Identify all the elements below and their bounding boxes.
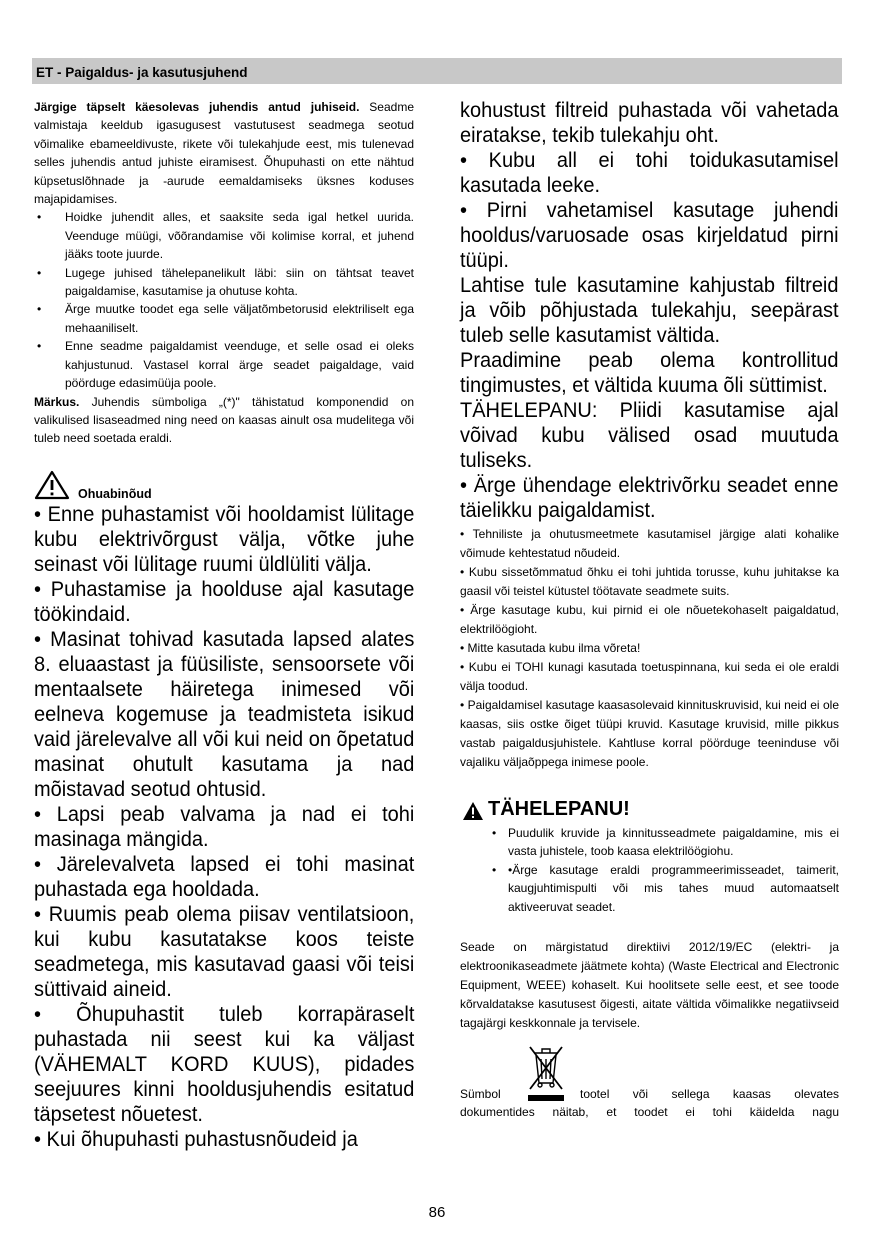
attention-heading xyxy=(460,798,839,824)
page-number: 86 xyxy=(428,1204,446,1221)
header-title: ET - Paigaldus- ja kasutusjuhend xyxy=(36,65,248,80)
safety-paragraph: TÄHELEPANU: Pliidi kasutamise ajal võivad kubu välised osad muutuda tuliseks. xyxy=(460,398,839,472)
list-item: • Puudulik kruvide ja kinnitusseadmete paigaldamine, mis ei vasta juhistele, toob kaasa elektrilöögiohu. xyxy=(490,824,839,861)
safety-paragraph: • Kui õhupuhasti puhastusnõudeid ja xyxy=(34,1126,358,1151)
safety-paragraph: Praadimine peab olema kontrollitud tingimustes, et vältida kuuma õli süttimist. xyxy=(460,348,839,397)
safety-paragraph: • Pirni vahetamisel kasutage juhendi hooldus/varuosade osas kirjeldatud pirni tüüpi. xyxy=(460,198,839,272)
right-column xyxy=(460,98,839,1120)
safety-note: • Kubu ei TOHI kunagi kasutada toetuspinnana, kui seda ei ole eraldi välja toodud. xyxy=(460,660,839,693)
safety-note: • Tehniliste ja ohutusmeetmete kasutamisel järgige alati kohalike võimude kehtestatud nõudeid. xyxy=(460,527,839,560)
intro-bold: Järgige täpselt käesolevas juhendis antud juhiseid. xyxy=(34,100,360,114)
intro-bullets xyxy=(34,208,414,392)
safety-paragraph: • Ruumis peab olema piisav ventilatsioon, kui kubu kasutatakse koos teiste seadmetega, mis kasutavad gaasi või teisi süttivaid aineid. xyxy=(34,901,415,1001)
note-text: Juhendis sümboliga „(*)" tähistatud komponendid on valikulised lisaseadmed ning need on kaasas ainult osa mudelitega või tuleb need soetada eraldi. xyxy=(34,394,414,446)
safety-paragraph: • Puhastamise ja hoolduse ajal kasutage töökindaid. xyxy=(34,576,415,626)
safety-paragraph: • Ärge ühendage elektrivõrku seadet enne täielikku paigaldamist. xyxy=(460,473,839,522)
safety-note: • Paigaldamisel kasutage kaasasolevaid kinnituskruvisid, kui neid ei ole kaasas, siis ostke õiget tüüpi kruvid. Kasutage kruvisid, mille pikkus vastab paigaldusjuhistele. Kahtluse korral pöörduge teeninduse või vajaliku väljaõppega inimese poole. xyxy=(460,698,839,769)
safety-paragraph: • Lapsi peab valvama ja nad ei tohi masinaga mängida. xyxy=(34,801,415,851)
list-item: • Hoidke juhendit alles, et saaksite seda igal hetkel uurida. Veenduge müügi, võõrandamise või kolimise korral, et juhend jääks toote juurde. xyxy=(34,208,414,263)
symbol-label: Sümbol xyxy=(460,1087,501,1102)
safety-note: • Mitte kasutada kubu ilma võreta! xyxy=(460,641,641,655)
weee-paragraph: Seade on märgistatud direktiivi 2012/19/EC (elektri- ja elektroonikaseadmete jäätmete kohta) (Waste Electrical and Electronic Equipment, WEEE) kohaselt. Kui hoolitsete selle eest, et see toode kõrvaldatakse kasutusest õigesti, aitate vältida võimalikke negatiivseid tagajärgi keskkonnale ja tervisele. xyxy=(460,940,839,1031)
safety-heading xyxy=(34,470,414,502)
warning-triangle-icon xyxy=(34,470,70,500)
safety-text xyxy=(34,502,414,1152)
header-bar xyxy=(32,58,842,84)
safety-note: • Kubu sissetõmmatud õhku ei tohi juhtida torusse, kuhu juhitakse ka gaasil või teistel kütustel töötavate seadmete suits. xyxy=(460,565,839,598)
list-item: • Enne seadme paigaldamist veenduge, et selle osad ei oleks kahjustunud. Vastasel korral ärge seadet paigaldage, vaid pöörduge edasimüüja poole. xyxy=(34,337,414,392)
safety-heading-text: Ohuabinõud xyxy=(78,486,152,501)
list-item: • •Ärge kasutage eraldi programmeerimisseadet, taimerit, kaugjuhtimispulti või mis tahes muud automaatselt aktiveeruvat seadet. xyxy=(490,861,839,916)
safety-paragraph: kohustust filtreid puhastada või vahetada eiratakse, tekib tulekahju oht. xyxy=(460,98,839,147)
safety-paragraph: • Masinat tohivad kasutada lapsed alates 8. eluaastast ja füüsiliste, sensoorsete või mentaalsete häiretega inimesed või eelneva kogemuse ja teadmisteta isikud vaid järelevalve all või kui neid on õpetatud masinat ohutult kasutama ja nad mõistavad seotud ohtusid. xyxy=(34,626,415,801)
note-paragraph xyxy=(34,393,414,448)
weee-symbol-block xyxy=(460,1041,839,1120)
crossed-bin-icon xyxy=(524,1041,568,1107)
safety-paragraph: Lahtise tule kasutamine kahjustab filtreid ja võib põhjustada tulekahju, seepärast tuleb selle kasutamist vältida. xyxy=(460,273,839,347)
attention-bullets xyxy=(490,824,839,916)
symbol-text-line2: dokumentides näitab, et toodet ei tohi käidelda nagu xyxy=(460,1105,839,1120)
safety-note: • Ärge kasutage kubu, kui pirnid ei ole nõuetekohaselt paigaldatud, elektrilöögioht. xyxy=(460,603,839,636)
safety-text-continued xyxy=(460,98,839,523)
intro-paragraph xyxy=(34,98,414,208)
symbol-text: tootel või sellega kaasas olevates xyxy=(580,1087,839,1102)
safety-paragraph: • Kubu all ei tohi toidukasutamisel kasutada leeke. xyxy=(460,148,839,197)
list-item: • Lugege juhised tähelepanelikult läbi: siin on tähtsat teavet paigaldamise, kasutamise ja ohutuse kohta. xyxy=(34,264,414,301)
small-safety-notes xyxy=(460,525,839,772)
intro-text: Seadme valmistaja keeldub igasugusest vastutusest seadmega seotud võimalike ebameeldivuste, rikete või tulekahjude eest, mis tulenevad selles juhendis antud juhiste eiramisest. Õhupuhasti on ette nähtud küpsetuslõhnade ja -aurude eemaldamiseks üksnes koduses majapidamises. xyxy=(34,100,414,207)
note-label: Märkus. xyxy=(34,394,80,409)
safety-paragraph: • Õhupuhastit tuleb korrapäraselt puhastada nii seest kui ka väljast (VÄHEMALT KORD KUUS), pidades seejuures kinni hooldusjuhendis esitatud täpsetest nõuetest. xyxy=(34,1001,415,1126)
list-item: • Ärge muutke toodet ega selle väljatõmbetorusid elektriliselt ega mehaaniliselt. xyxy=(34,300,414,337)
warning-triangle-icon xyxy=(462,801,484,821)
left-column xyxy=(34,98,414,1152)
safety-paragraph: • Enne puhastamist või hooldamist lülitage kubu elektrivõrgust välja, võtke juhe seinast või lülitage ruumi üldlüliti välja. xyxy=(34,501,415,576)
safety-paragraph: • Järelevalveta lapsed ei tohi masinat puhastada ega hooldada. xyxy=(34,851,415,901)
attention-heading-text: TÄHELEPANU! xyxy=(488,798,630,820)
